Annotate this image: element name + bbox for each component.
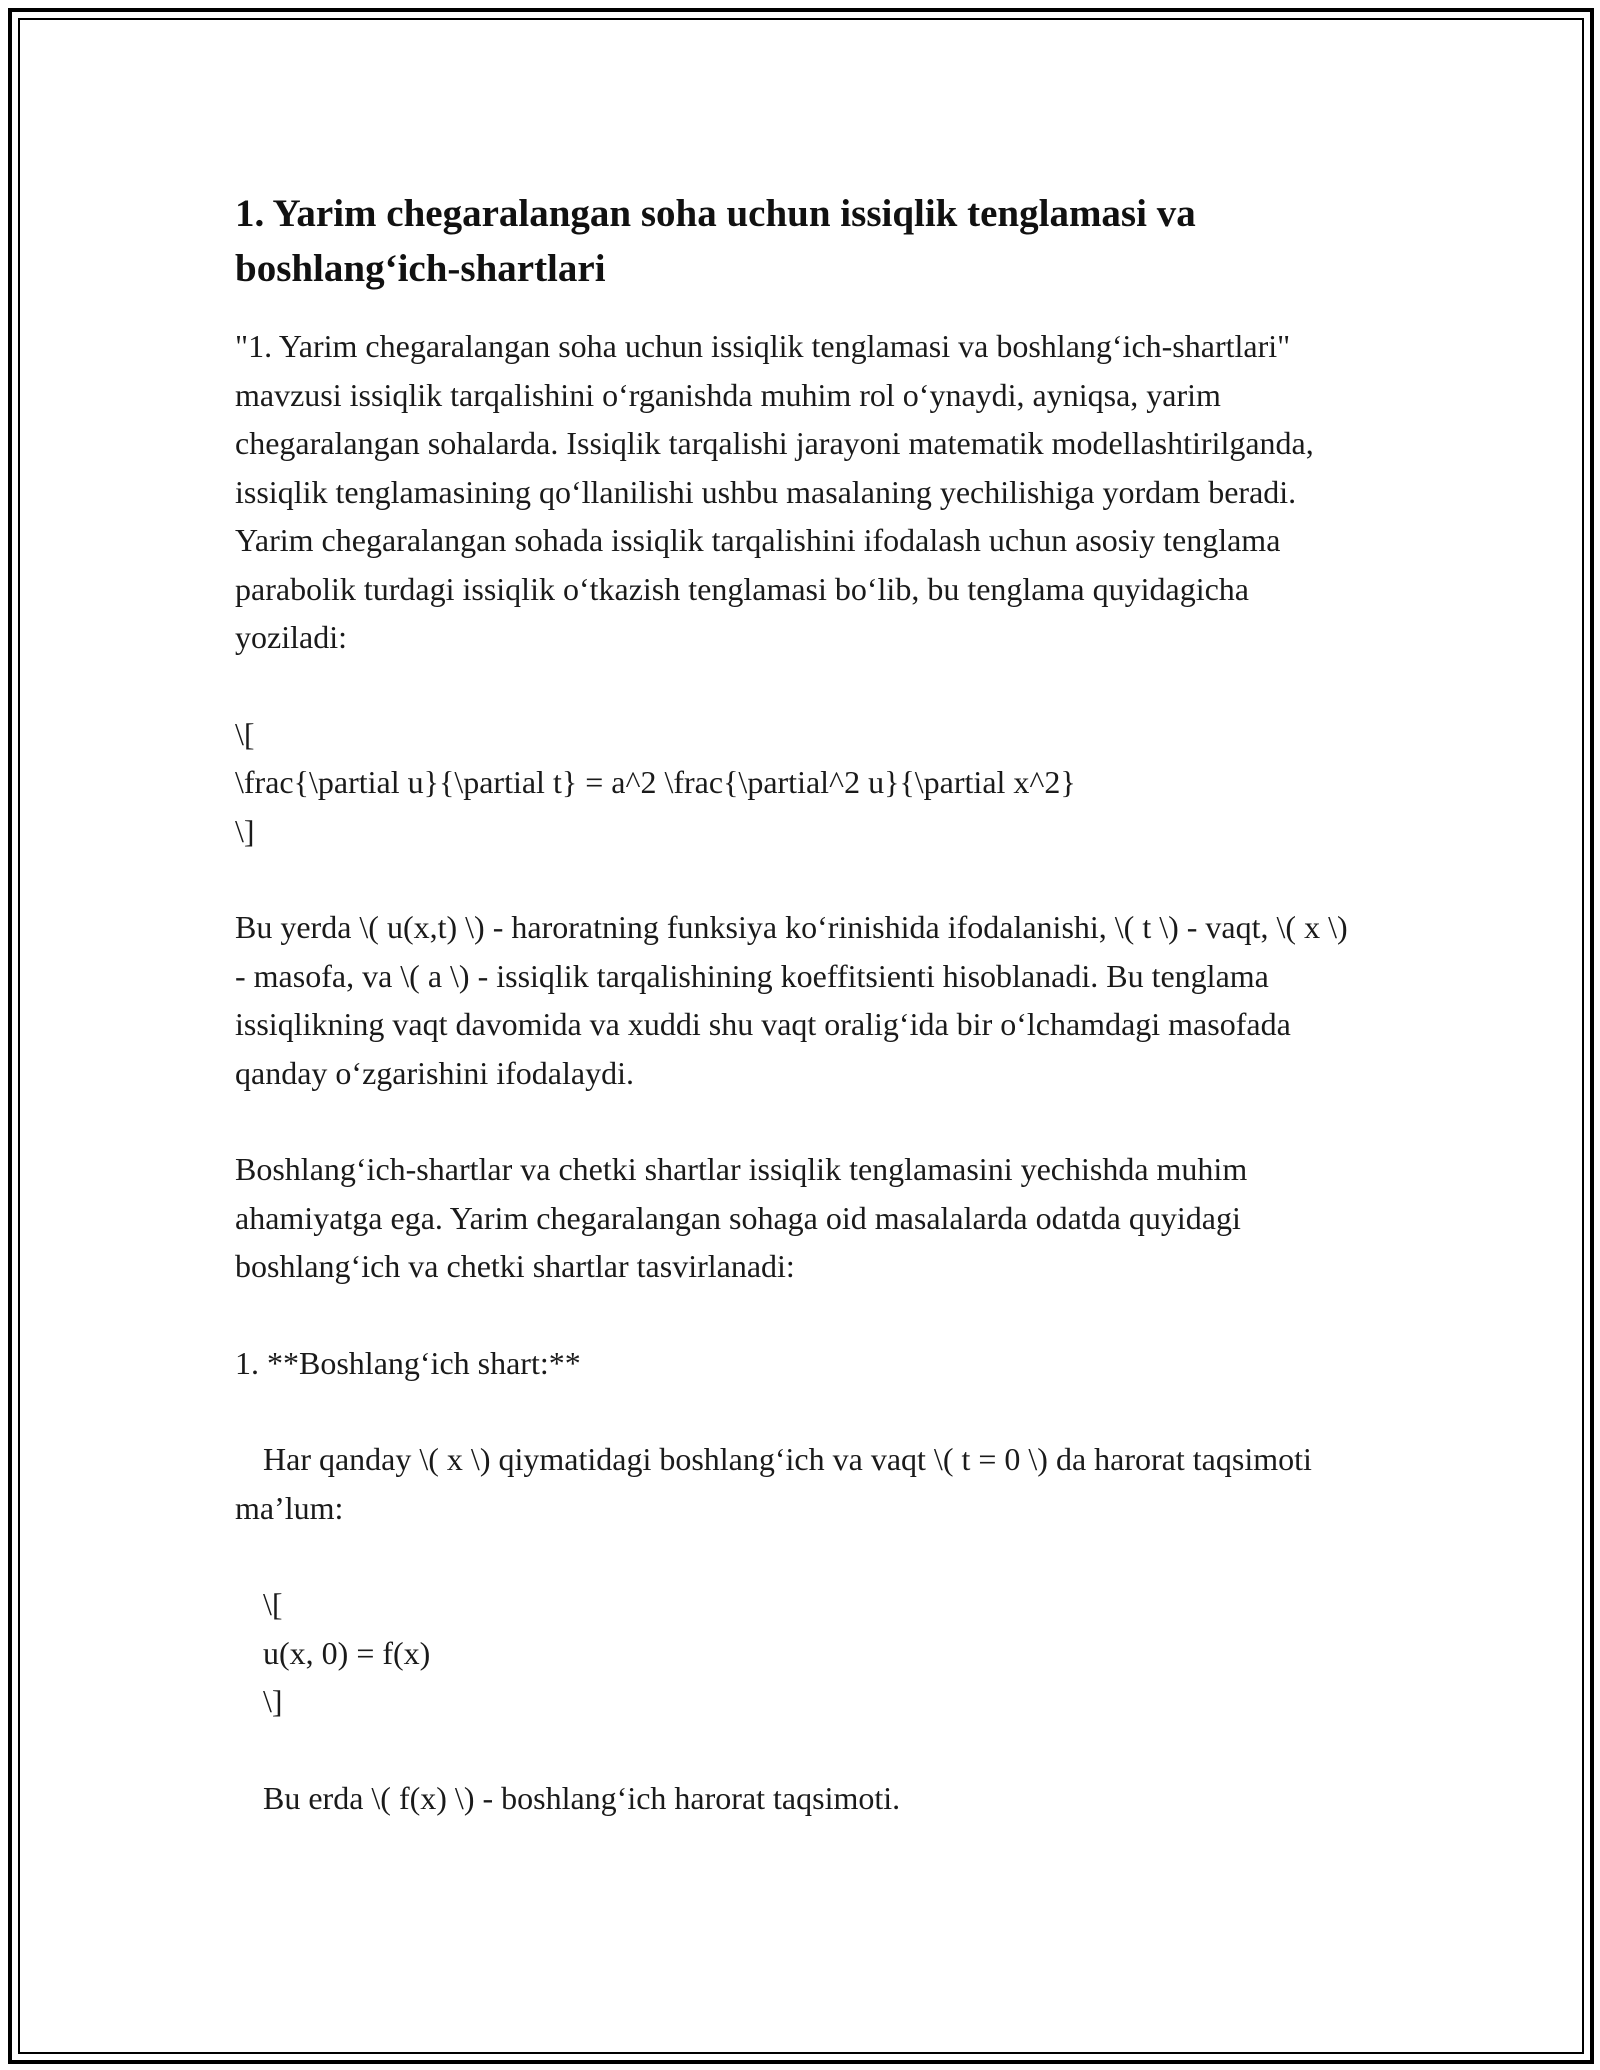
spacer [235, 662, 1355, 710]
spacer [235, 1291, 1355, 1339]
initial-condition-paragraph: Har qanday \( x \) qiymatidagi boshlang‘ich va vaqt \( t = 0 \) da harorat taqsimoti ma’lum: [235, 1441, 1312, 1526]
document-body [235, 186, 1355, 1822]
spacer [235, 1532, 1355, 1580]
initial-condition-equation: \[ u(x, 0) = f(x) \] [263, 1586, 431, 1719]
closing-paragraph: Bu erda \( f(x) \) - boshlang‘ich harorat taqsimoti. [263, 1779, 901, 1816]
conditions-intro-paragraph: Boshlang‘ich-shartlar va chetki shartlar issiqlik tenglamasini yechishda muhim ahamiyatga ega. Yarim chegaralangan sohaga oid masalalarda odatda quyidagi boshlang‘ich va chetki shartlar tasvirlanadi: [235, 1151, 1248, 1284]
explanation-paragraph: Bu yerda \( u(x,t) \) - haroratning funksiya ko‘rinishida ifodalanishi, \( t \) - vaqt, \( x \) - masofa, va \( a \) - issiqlik tarqalishining koeffitsienti hisoblanadi. Bu tenglama issiqlikning vaqt davomida va xuddi shu vaqt oralig‘ida bir o‘lchamdagi masofada qanday o‘zgarishini ifodalaydi. [235, 909, 1348, 1091]
spacer [235, 1387, 1355, 1435]
spacer [235, 1726, 1355, 1774]
intro-paragraph: "1. Yarim chegaralangan soha uchun issiqlik tenglamasi va boshlang‘ich-shartlari" mavzusi issiqlik tarqalishini o‘rganishda muhim rol o‘ynaydi, ayniqsa, yarim chegaralangan sohalarda. Issiqlik tarqalishi jarayoni matematik modellashtirilganda, issiqlik tenglamasining qo‘llanilishi ushbu masalaning yechilishiga yordam beradi. Yarim chegaralangan sohada issiqlik tarqalishini ifodalash uchun asosiy tenglama parabolik turdagi issiqlik o‘tkazish tenglamasi bo‘lib, bu tenglama quyidagicha yoziladi: [235, 328, 1314, 655]
spacer [235, 1097, 1355, 1145]
document-title: 1. Yarim chegaralangan soha uchun issiqlik tenglamasi va boshlang‘ich-shartlari [235, 192, 1196, 290]
list-item-initial-condition: 1. **Boshlang‘ich shart:** [235, 1344, 581, 1381]
spacer [235, 855, 1355, 903]
heat-equation: \[ \frac{\partial u}{\partial t} = a^2 \frac{\partial^2 u}{\partial x^2} \] [235, 715, 1076, 849]
